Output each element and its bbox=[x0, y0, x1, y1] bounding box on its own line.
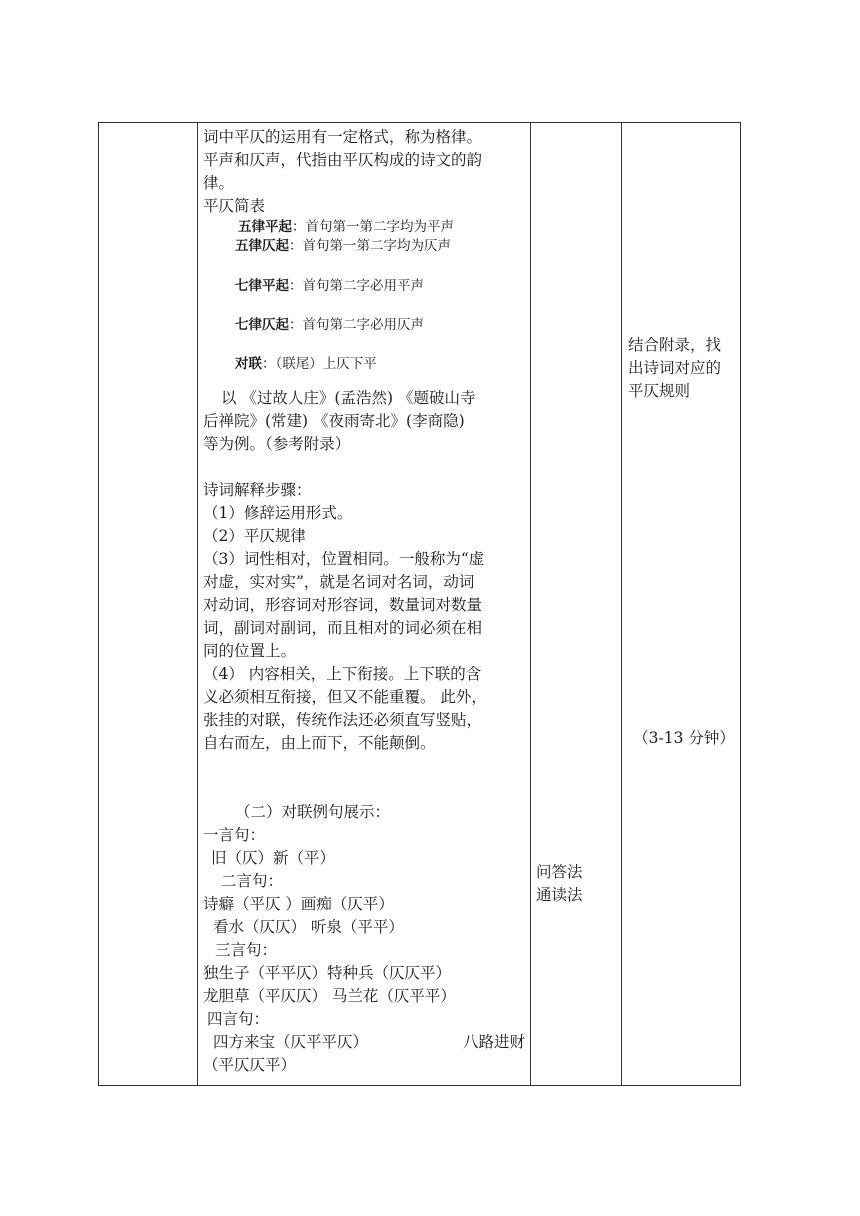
couplet-line: 诗癖（平仄 ）画痴（仄平） bbox=[203, 895, 394, 913]
couplet-line: 独生子（平平仄）特种兵（仄仄平） bbox=[203, 964, 452, 982]
activity-cell bbox=[628, 334, 740, 403]
activity-line: 结合附录，找 bbox=[628, 336, 722, 354]
couplet-line: （平仄仄平） bbox=[203, 1056, 297, 1074]
step-line: 对动词，形容词对形容词，数量词对数量 bbox=[203, 596, 483, 614]
tone-rules bbox=[203, 218, 525, 374]
intro-line: 词中平仄的运用有一定格式，称为格律。 bbox=[203, 128, 483, 146]
method-line: 问答法 bbox=[536, 863, 583, 881]
couplet-row bbox=[203, 1031, 525, 1054]
rule-item: 七律平起：首句第二字必用平声 bbox=[235, 278, 424, 294]
step-line: （1）修辞运用形式。 bbox=[203, 504, 353, 522]
couplet-line: 二言句： bbox=[221, 872, 284, 890]
method-line: 通读法 bbox=[536, 886, 583, 904]
step-line: 自右而左，由上而下，不能颠倒。 bbox=[203, 734, 436, 752]
couplet-line: 三言句： bbox=[215, 941, 278, 959]
activity-line: 平仄规则 bbox=[628, 382, 691, 400]
lesson-table bbox=[98, 122, 741, 1086]
step-line: （2）平仄规律 bbox=[203, 527, 306, 545]
couplet-line: 一言句： bbox=[203, 826, 266, 844]
step-line: 义必须相互衔接，但又不能重覆。 此外， bbox=[203, 688, 487, 706]
couplet-line: 看水（仄仄） 听泉（平平） bbox=[213, 918, 404, 936]
activity-line: 出诗词对应的 bbox=[628, 359, 722, 377]
couplet-line: 旧（仄）新（平） bbox=[211, 849, 336, 867]
step-line: 对虚，实对实”，就是名词对名词，动词 bbox=[203, 573, 475, 591]
section-title: （二）对联例句展示： bbox=[235, 803, 391, 821]
step-line: 词，副词对副词，而且相对的词必须在相 bbox=[203, 619, 483, 637]
step-line: 同的位置上。 bbox=[203, 642, 297, 660]
intro-line: 律。 bbox=[203, 174, 235, 192]
duration-cell bbox=[628, 727, 740, 750]
column-divider bbox=[530, 123, 531, 1085]
column-divider bbox=[621, 123, 622, 1085]
example-line: 等为例。（参考附录） bbox=[203, 435, 351, 453]
steps-title: 诗词解释步骤： bbox=[203, 481, 312, 499]
table-title: 平仄简表 bbox=[203, 197, 266, 215]
couplet-left: 四方来宝（仄平平仄） bbox=[213, 1033, 369, 1051]
step-line: 张挂的对联，传统作法还必须直写竖贴， bbox=[203, 711, 483, 729]
content-cell bbox=[203, 126, 525, 1077]
couplet-line: 四言句： bbox=[207, 1010, 270, 1028]
rule-item: 五律仄起：首句第一第二字均为仄声 bbox=[235, 238, 451, 254]
example-line: 以 《过故人庄》(孟浩然) 《题破山寺 bbox=[221, 389, 476, 407]
example-line: 后禅院》(常建) 《夜雨寄北》(李商隐) bbox=[203, 412, 465, 430]
rule-item: 对联：（联尾）上仄下平 bbox=[235, 356, 377, 372]
couplet-line: 龙胆草（平仄仄） 马兰花（仄平平） bbox=[203, 987, 456, 1005]
intro-line: 平声和仄声，代指由平仄构成的诗文的韵 bbox=[203, 151, 483, 169]
step-line: （3）词性相对，位置相同。一般称为“虚 bbox=[203, 550, 485, 568]
rule-item: 五律平起：首句第一第二字均为平声 bbox=[238, 219, 454, 235]
rule-item: 七律仄起：首句第二字必用仄声 bbox=[235, 317, 424, 333]
method-cell bbox=[536, 861, 621, 907]
column-divider bbox=[197, 123, 198, 1085]
duration-text: （3-13 分钟） bbox=[633, 729, 735, 747]
step-line: （4） 内容相关，上下衔接。上下联的含 bbox=[203, 665, 482, 683]
couplet-right: 八路进财 bbox=[462, 1033, 525, 1051]
